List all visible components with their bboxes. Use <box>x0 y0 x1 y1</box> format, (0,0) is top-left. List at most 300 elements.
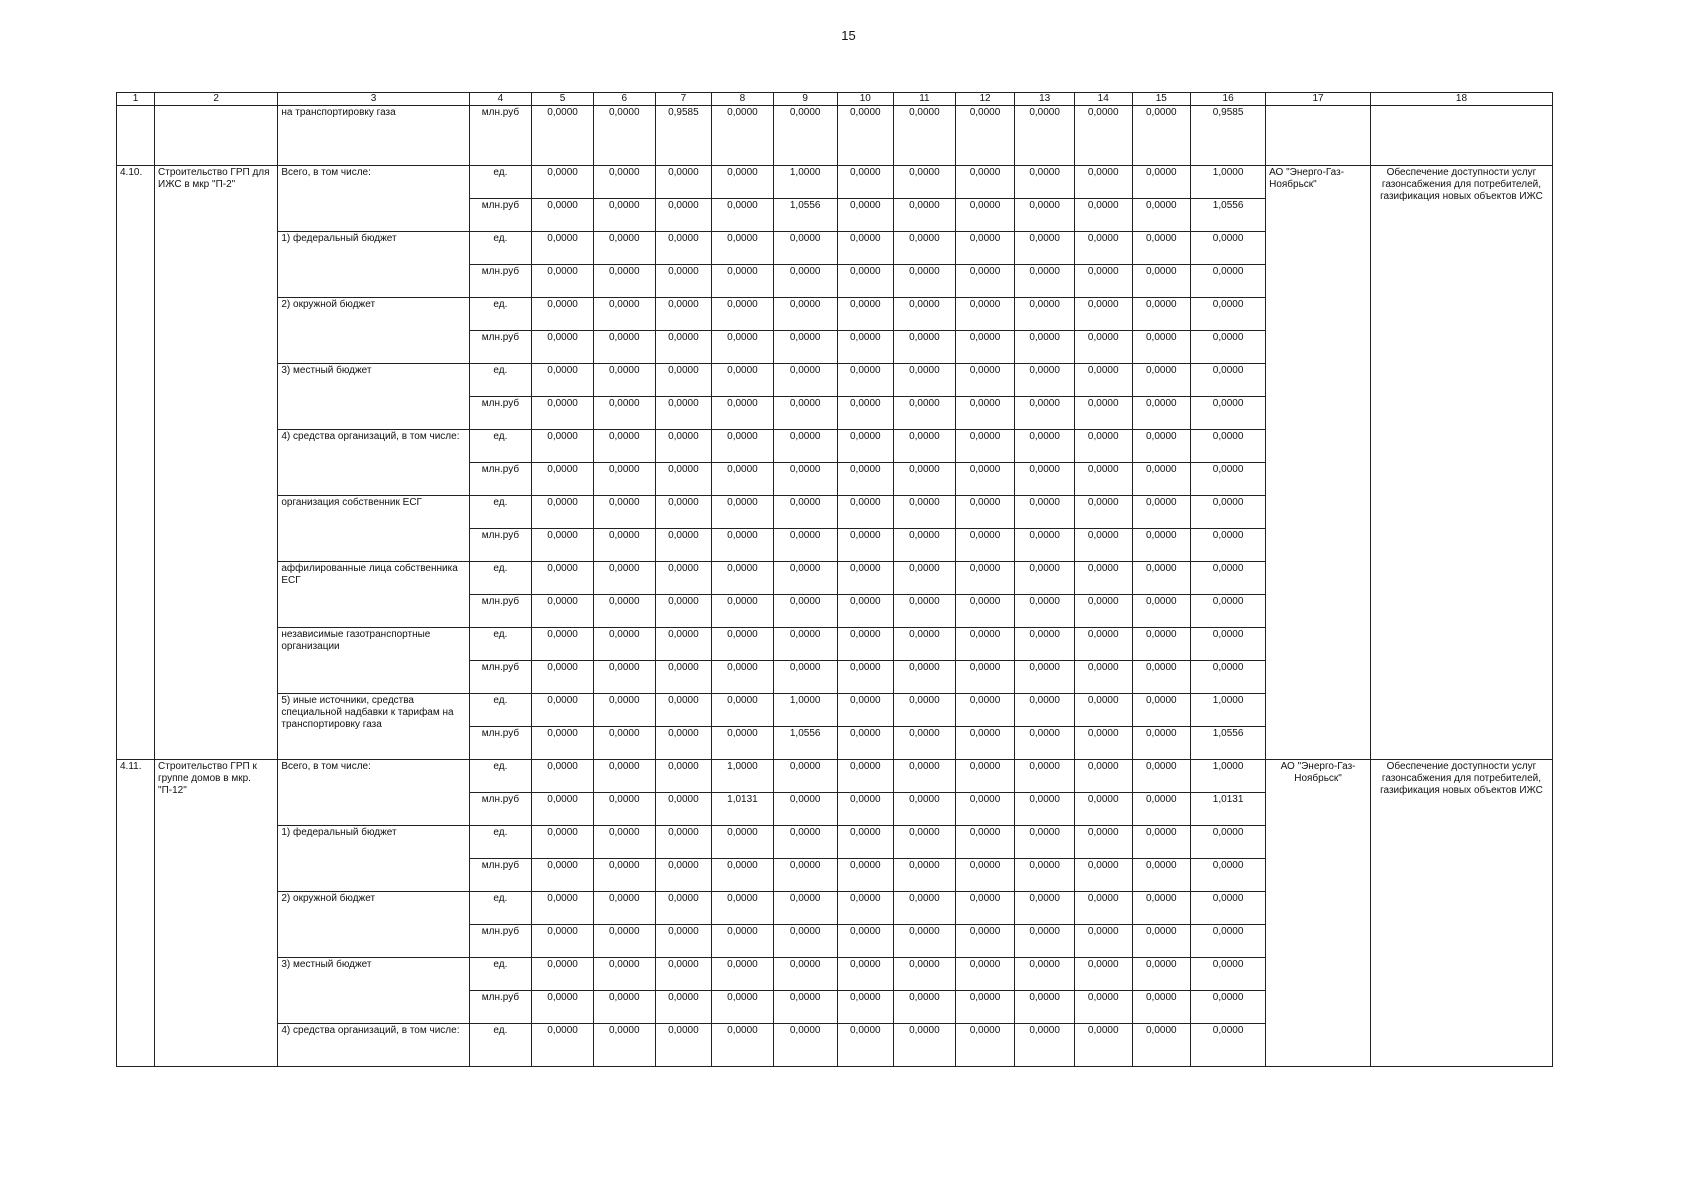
value-cell: 0,0000 <box>593 397 655 430</box>
value-cell: 0,0000 <box>712 628 774 661</box>
value-cell: 0,0000 <box>894 859 956 892</box>
value-cell: 0,0000 <box>955 595 1015 628</box>
value-cell: 0,0000 <box>1191 958 1266 991</box>
value-cell: 0,0000 <box>1015 925 1075 958</box>
unit-cell: ед. <box>469 496 532 529</box>
value-cell: 0,0000 <box>837 232 894 265</box>
value-cell: 0,0000 <box>655 562 712 595</box>
column-number: 1 <box>117 93 155 106</box>
value-cell: 0,0000 <box>773 364 837 397</box>
unit-cell: млн.руб <box>469 331 532 364</box>
value-cell: 0,0000 <box>955 991 1015 1024</box>
value-cell: 0,0000 <box>712 595 774 628</box>
value-cell: 0,0000 <box>712 859 774 892</box>
value-cell: 0,0000 <box>1074 1024 1132 1067</box>
value-cell: 0,0000 <box>955 430 1015 463</box>
value-cell: 0,0000 <box>593 1024 655 1067</box>
value-cell: 0,0000 <box>1132 628 1191 661</box>
value-cell: 0,0000 <box>837 106 894 166</box>
value-cell: 0,0000 <box>837 463 894 496</box>
value-cell: 0,0000 <box>655 760 712 793</box>
value-cell: 0,0000 <box>1015 1024 1075 1067</box>
value-cell: 0,0000 <box>955 463 1015 496</box>
unit-cell: ед. <box>469 1024 532 1067</box>
unit-cell: ед. <box>469 694 532 727</box>
value-cell: 0,0000 <box>1074 859 1132 892</box>
value-cell: 0,0000 <box>837 199 894 232</box>
value-cell: 0,0000 <box>712 727 774 760</box>
value-cell: 0,0000 <box>593 826 655 859</box>
value-cell: 0,0000 <box>773 892 837 925</box>
source-label: 4) средства организаций, в том числе: <box>278 1024 469 1067</box>
value-cell: 1,0000 <box>1191 694 1266 727</box>
value-cell: 0,0000 <box>532 199 594 232</box>
value-cell: 0,0000 <box>894 496 956 529</box>
item-name: Строительство ГРП к группе домов в мкр. "П-12" <box>155 760 278 1067</box>
value-cell: 0,0000 <box>532 496 594 529</box>
value-cell: 0,0000 <box>955 562 1015 595</box>
value-cell: 0,0000 <box>837 331 894 364</box>
value-cell: 0,0000 <box>773 793 837 826</box>
value-cell: 0,0000 <box>955 859 1015 892</box>
value-cell: 0,0000 <box>593 760 655 793</box>
value-cell: 0,0000 <box>837 166 894 199</box>
purpose-cell <box>1370 106 1552 166</box>
value-cell: 0,0000 <box>1132 991 1191 1024</box>
value-cell: 0,0000 <box>1132 727 1191 760</box>
value-cell: 0,0000 <box>655 595 712 628</box>
value-cell: 0,0000 <box>1015 826 1075 859</box>
value-cell: 0,0000 <box>1015 562 1075 595</box>
value-cell: 0,0000 <box>712 661 774 694</box>
value-cell: 0,0000 <box>1191 562 1266 595</box>
unit-cell: ед. <box>469 232 532 265</box>
value-cell: 0,0000 <box>955 364 1015 397</box>
value-cell: 0,0000 <box>837 793 894 826</box>
value-cell: 0,0000 <box>955 331 1015 364</box>
value-cell: 0,0000 <box>837 925 894 958</box>
value-cell: 0,0000 <box>1191 925 1266 958</box>
value-cell: 0,0000 <box>1132 529 1191 562</box>
value-cell: 0,0000 <box>955 298 1015 331</box>
value-cell: 0,0000 <box>894 364 956 397</box>
value-cell: 0,0000 <box>955 496 1015 529</box>
value-cell: 0,0000 <box>1132 958 1191 991</box>
item-number-cell <box>117 106 155 166</box>
source-label: аффилированные лица собственника ЕСГ <box>278 562 469 628</box>
value-cell: 0,0000 <box>1015 232 1075 265</box>
value-cell: 0,0000 <box>593 364 655 397</box>
value-cell: 0,0000 <box>532 727 594 760</box>
value-cell: 0,0000 <box>1074 106 1132 166</box>
value-cell: 0,0000 <box>837 727 894 760</box>
value-cell: 0,0000 <box>712 397 774 430</box>
purpose: Обеспечение доступности услуг газонсабжения для потребителей, газификация новых объектов ИЖС <box>1370 760 1552 1067</box>
column-number: 15 <box>1132 93 1191 106</box>
value-cell: 0,0000 <box>655 298 712 331</box>
value-cell: 0,0000 <box>955 166 1015 199</box>
column-number: 11 <box>894 93 956 106</box>
value-cell: 0,0000 <box>1015 694 1075 727</box>
column-number: 4 <box>469 93 532 106</box>
value-cell: 0,0000 <box>532 661 594 694</box>
value-cell: 0,0000 <box>894 106 956 166</box>
value-cell: 1,0131 <box>1191 793 1266 826</box>
source-label: Всего, в том числе: <box>278 166 469 232</box>
value-cell: 0,0000 <box>1132 1024 1191 1067</box>
column-number: 7 <box>655 93 712 106</box>
value-cell: 0,0000 <box>894 727 956 760</box>
value-cell: 0,0000 <box>655 496 712 529</box>
value-cell: 0,0000 <box>1191 331 1266 364</box>
value-cell: 1,0556 <box>1191 199 1266 232</box>
value-cell: 0,0000 <box>1074 430 1132 463</box>
unit-cell: ед. <box>469 562 532 595</box>
value-cell: 0,0000 <box>1074 991 1132 1024</box>
value-cell: 0,0000 <box>532 826 594 859</box>
value-cell: 0,0000 <box>1015 991 1075 1024</box>
value-cell: 0,0000 <box>655 694 712 727</box>
source-label: 1) федеральный бюджет <box>278 232 469 298</box>
item-number: 4.11. <box>117 760 155 1067</box>
value-cell: 0,0000 <box>955 529 1015 562</box>
value-cell: 0,0000 <box>1015 760 1075 793</box>
value-cell: 0,0000 <box>712 1024 774 1067</box>
value-cell: 0,0000 <box>837 298 894 331</box>
unit-cell: млн.руб <box>469 463 532 496</box>
value-cell: 1,0000 <box>1191 760 1266 793</box>
value-cell: 0,0000 <box>1191 232 1266 265</box>
value-cell: 0,0000 <box>712 958 774 991</box>
investment-program-table <box>116 92 1553 1067</box>
value-cell: 1,0000 <box>773 166 837 199</box>
value-cell: 0,0000 <box>655 430 712 463</box>
value-cell: 0,0000 <box>712 265 774 298</box>
value-cell: 0,0000 <box>894 298 956 331</box>
value-cell: 0,0000 <box>1191 826 1266 859</box>
value-cell: 0,0000 <box>894 793 956 826</box>
source-label: 2) окружной бюджет <box>278 298 469 364</box>
value-cell: 0,0000 <box>837 562 894 595</box>
value-cell: 0,0000 <box>955 265 1015 298</box>
value-cell: 0,0000 <box>1074 595 1132 628</box>
column-number: 10 <box>837 93 894 106</box>
unit-cell: ед. <box>469 166 532 199</box>
executor: АО "Энерго-Газ-Ноябрьск" <box>1266 760 1371 1067</box>
value-cell: 0,0000 <box>532 760 594 793</box>
value-cell: 0,0000 <box>532 958 594 991</box>
executor-cell <box>1266 106 1371 166</box>
value-cell: 0,0000 <box>532 430 594 463</box>
unit-cell: млн.руб <box>469 265 532 298</box>
value-cell: 0,0000 <box>955 925 1015 958</box>
value-cell: 0,0000 <box>1074 628 1132 661</box>
column-number: 2 <box>155 93 278 106</box>
value-cell: 0,0000 <box>532 694 594 727</box>
table-row <box>117 106 1553 166</box>
value-cell: 0,0000 <box>894 991 956 1024</box>
value-cell: 0,0000 <box>655 859 712 892</box>
value-cell: 0,0000 <box>655 991 712 1024</box>
value-cell: 0,0000 <box>773 760 837 793</box>
value-cell: 0,0000 <box>837 760 894 793</box>
header-row <box>117 93 1553 106</box>
value-cell: 0,0000 <box>593 925 655 958</box>
value-cell: 0,0000 <box>1074 529 1132 562</box>
value-cell: 0,0000 <box>894 232 956 265</box>
column-number: 16 <box>1191 93 1266 106</box>
value-cell: 0,0000 <box>1015 958 1075 991</box>
value-cell: 0,0000 <box>773 1024 837 1067</box>
value-cell: 0,0000 <box>894 892 956 925</box>
value-cell: 0,0000 <box>1074 166 1132 199</box>
value-cell: 0,0000 <box>1015 892 1075 925</box>
value-cell: 0,0000 <box>1132 364 1191 397</box>
source-label: независимые газотранспортные организации <box>278 628 469 694</box>
value-cell: 0,0000 <box>1132 166 1191 199</box>
value-cell: 0,0000 <box>593 892 655 925</box>
value-cell: 1,0000 <box>712 760 774 793</box>
value-cell: 0,0000 <box>1191 991 1266 1024</box>
value-cell: 0,0000 <box>712 364 774 397</box>
value-cell: 0,0000 <box>837 430 894 463</box>
value-cell: 0,0000 <box>655 265 712 298</box>
source-label: на транспортировку газа <box>278 106 469 166</box>
value-cell: 0,0000 <box>1132 760 1191 793</box>
value-cell: 0,0000 <box>837 892 894 925</box>
value-cell: 0,0000 <box>894 430 956 463</box>
source-label: Всего, в том числе: <box>278 760 469 826</box>
value-cell: 0,0000 <box>1132 694 1191 727</box>
value-cell: 0,0000 <box>1015 595 1075 628</box>
value-cell: 0,0000 <box>1132 595 1191 628</box>
value-cell: 0,0000 <box>712 991 774 1024</box>
column-number: 13 <box>1015 93 1075 106</box>
unit-cell: млн.руб <box>469 991 532 1024</box>
value-cell: 0,0000 <box>837 496 894 529</box>
value-cell: 0,0000 <box>593 694 655 727</box>
value-cell: 0,0000 <box>1132 463 1191 496</box>
item-name: Строительство ГРП для ИЖС в мкр "П-2" <box>155 166 278 760</box>
value-cell: 0,0000 <box>1015 859 1075 892</box>
source-label: 5) иные источники, средства специальной надбавки к тарифам на транспортировку газа <box>278 694 469 760</box>
value-cell: 0,0000 <box>1074 298 1132 331</box>
value-cell: 0,0000 <box>655 364 712 397</box>
unit-cell: млн.руб <box>469 529 532 562</box>
value-cell: 0,0000 <box>1132 859 1191 892</box>
value-cell: 0,0000 <box>1015 106 1075 166</box>
column-number: 9 <box>773 93 837 106</box>
value-cell: 0,0000 <box>532 232 594 265</box>
value-cell: 0,0000 <box>593 991 655 1024</box>
value-cell: 0,0000 <box>532 529 594 562</box>
column-number: 14 <box>1074 93 1132 106</box>
value-cell: 0,0000 <box>1191 595 1266 628</box>
value-cell: 0,0000 <box>532 628 594 661</box>
value-cell: 0,0000 <box>1074 892 1132 925</box>
column-number: 5 <box>532 93 594 106</box>
value-cell: 0,0000 <box>894 529 956 562</box>
value-cell: 1,0000 <box>773 694 837 727</box>
value-cell: 0,0000 <box>532 1024 594 1067</box>
value-cell: 0,0000 <box>894 826 956 859</box>
value-cell: 0,9585 <box>1191 106 1266 166</box>
value-cell: 1,0556 <box>1191 727 1266 760</box>
value-cell: 0,0000 <box>1191 529 1266 562</box>
value-cell: 0,0000 <box>837 991 894 1024</box>
value-cell: 0,0000 <box>1074 562 1132 595</box>
value-cell: 0,0000 <box>593 727 655 760</box>
value-cell: 0,0000 <box>773 463 837 496</box>
value-cell: 0,0000 <box>955 826 1015 859</box>
value-cell: 0,0000 <box>655 892 712 925</box>
value-cell: 0,0000 <box>955 892 1015 925</box>
value-cell: 0,0000 <box>894 199 956 232</box>
value-cell: 0,0000 <box>837 397 894 430</box>
unit-cell: ед. <box>469 892 532 925</box>
value-cell: 0,0000 <box>1132 331 1191 364</box>
value-cell: 0,0000 <box>593 331 655 364</box>
value-cell: 0,0000 <box>655 529 712 562</box>
unit-cell: ед. <box>469 364 532 397</box>
value-cell: 0,0000 <box>655 661 712 694</box>
value-cell: 0,0000 <box>1132 892 1191 925</box>
value-cell: 0,0000 <box>712 463 774 496</box>
value-cell: 0,0000 <box>1132 496 1191 529</box>
value-cell: 0,0000 <box>837 694 894 727</box>
value-cell: 0,0000 <box>532 106 594 166</box>
value-cell: 0,0000 <box>1132 925 1191 958</box>
value-cell: 0,0000 <box>955 727 1015 760</box>
value-cell: 0,0000 <box>1074 265 1132 298</box>
value-cell: 0,0000 <box>532 265 594 298</box>
value-cell: 0,0000 <box>532 364 594 397</box>
value-cell: 0,0000 <box>1074 760 1132 793</box>
unit-cell: млн.руб <box>469 925 532 958</box>
value-cell: 0,0000 <box>1191 463 1266 496</box>
page-number: 15 <box>841 28 856 43</box>
value-cell: 0,0000 <box>1132 265 1191 298</box>
value-cell: 0,0000 <box>894 397 956 430</box>
value-cell: 0,0000 <box>773 925 837 958</box>
value-cell: 1,0556 <box>773 727 837 760</box>
unit-cell: ед. <box>469 826 532 859</box>
value-cell: 0,0000 <box>593 166 655 199</box>
value-cell: 0,0000 <box>773 529 837 562</box>
value-cell: 0,0000 <box>1074 727 1132 760</box>
value-cell: 0,0000 <box>593 430 655 463</box>
value-cell: 0,0000 <box>1015 430 1075 463</box>
value-cell: 0,0000 <box>1191 397 1266 430</box>
value-cell: 0,0000 <box>955 760 1015 793</box>
source-label: 1) федеральный бюджет <box>278 826 469 892</box>
value-cell: 0,0000 <box>773 265 837 298</box>
value-cell: 0,0000 <box>1191 265 1266 298</box>
value-cell: 0,0000 <box>712 232 774 265</box>
value-cell: 0,0000 <box>532 166 594 199</box>
column-number: 12 <box>955 93 1015 106</box>
value-cell: 0,0000 <box>655 628 712 661</box>
value-cell: 0,0000 <box>1074 199 1132 232</box>
value-cell: 0,0000 <box>1015 727 1075 760</box>
value-cell: 0,0000 <box>894 958 956 991</box>
value-cell: 0,0000 <box>532 793 594 826</box>
value-cell: 0,0000 <box>1191 892 1266 925</box>
value-cell: 0,0000 <box>773 331 837 364</box>
value-cell: 0,0000 <box>1074 232 1132 265</box>
item-name-cell <box>155 106 278 166</box>
value-cell: 0,0000 <box>1074 958 1132 991</box>
value-cell: 0,0000 <box>955 793 1015 826</box>
value-cell: 0,0000 <box>712 331 774 364</box>
value-cell: 0,0000 <box>773 958 837 991</box>
value-cell: 0,0000 <box>773 106 837 166</box>
value-cell: 0,0000 <box>593 106 655 166</box>
value-cell: 0,0000 <box>1015 199 1075 232</box>
unit-cell: ед. <box>469 958 532 991</box>
value-cell: 0,0000 <box>655 727 712 760</box>
unit-cell: млн.руб <box>469 397 532 430</box>
value-cell: 0,0000 <box>712 925 774 958</box>
value-cell: 0,0000 <box>1132 661 1191 694</box>
value-cell: 0,0000 <box>773 298 837 331</box>
value-cell: 0,0000 <box>773 232 837 265</box>
unit-cell: млн.руб <box>469 595 532 628</box>
value-cell: 1,0556 <box>773 199 837 232</box>
value-cell: 0,0000 <box>773 859 837 892</box>
value-cell: 0,0000 <box>712 694 774 727</box>
value-cell: 0,0000 <box>712 298 774 331</box>
value-cell: 0,0000 <box>593 199 655 232</box>
value-cell: 0,0000 <box>1015 463 1075 496</box>
value-cell: 0,0000 <box>593 529 655 562</box>
value-cell: 0,0000 <box>955 628 1015 661</box>
value-cell: 0,0000 <box>655 958 712 991</box>
value-cell: 0,0000 <box>1132 106 1191 166</box>
unit-cell: млн.руб <box>469 793 532 826</box>
value-cell: 0,0000 <box>1191 1024 1266 1067</box>
value-cell: 0,9585 <box>655 106 712 166</box>
value-cell: 0,0000 <box>894 628 956 661</box>
value-cell: 0,0000 <box>532 463 594 496</box>
value-cell: 0,0000 <box>712 826 774 859</box>
value-cell: 0,0000 <box>894 595 956 628</box>
value-cell: 0,0000 <box>532 397 594 430</box>
value-cell: 0,0000 <box>955 199 1015 232</box>
column-number: 6 <box>593 93 655 106</box>
value-cell: 0,0000 <box>1074 397 1132 430</box>
purpose: Обеспечение доступности услуг газонсабжения для потребителей, газификация новых объектов ИЖС <box>1370 166 1552 760</box>
value-cell: 0,0000 <box>1015 496 1075 529</box>
unit-cell: млн.руб <box>469 727 532 760</box>
value-cell: 0,0000 <box>837 595 894 628</box>
value-cell: 1,0131 <box>712 793 774 826</box>
value-cell: 0,0000 <box>773 826 837 859</box>
value-cell: 0,0000 <box>593 496 655 529</box>
value-cell: 0,0000 <box>593 298 655 331</box>
value-cell: 0,0000 <box>593 661 655 694</box>
value-cell: 0,0000 <box>712 106 774 166</box>
value-cell: 0,0000 <box>1132 199 1191 232</box>
value-cell: 0,0000 <box>894 661 956 694</box>
value-cell: 0,0000 <box>773 397 837 430</box>
value-cell: 0,0000 <box>955 397 1015 430</box>
value-cell: 0,0000 <box>1191 628 1266 661</box>
value-cell: 0,0000 <box>773 430 837 463</box>
column-number: 17 <box>1266 93 1371 106</box>
value-cell: 0,0000 <box>1191 859 1266 892</box>
unit-cell: ед. <box>469 628 532 661</box>
